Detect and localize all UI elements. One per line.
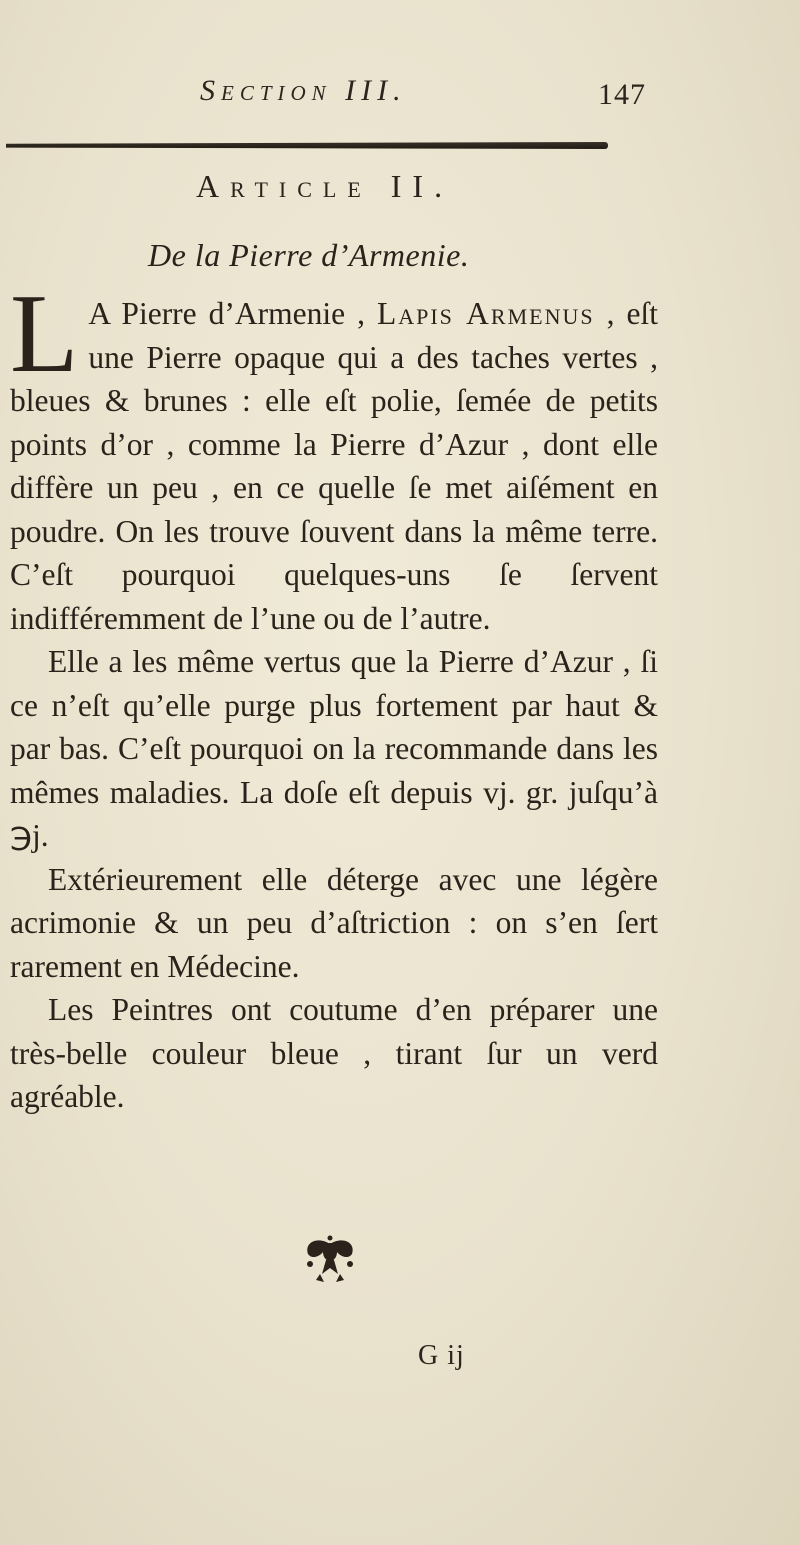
fleuron-ornament-icon: [290, 1230, 370, 1300]
running-head: Section III.: [200, 74, 407, 107]
drop-cap: L: [10, 272, 79, 396]
paragraph-2: Elle a les même vertus que la Pierre d’Azur , ſi ce n’eſt qu’elle purge plus fortement par haut & par bas. C’eſt pourquoi on la recommande dans les mêmes maladies. La doſe eſt depuis vj. gr. juſqu’à ℈j.: [10, 644, 658, 853]
body-text: [10, 272, 658, 1119]
paragraph-1-text-b: , eſt une Pierre opaque qui a des taches vertes , bleues & brunes : elle eſt polie, ſemée de petits points d’or , comme la Pierre d’Azur , dont elle diffère un peu , en ce quelle ſe met aiſément en poudre. On les trouve ſouvent dans la même terre. C’eſt pourquoi quelques-uns ſe ſervent indifféremment de l’une ou de l’autre.: [10, 296, 658, 636]
header-rule: [6, 142, 608, 149]
article-subtitle: De la Pierre d’Armenie.: [148, 237, 470, 273]
page-number: 147: [598, 78, 646, 111]
paragraph-3: Extérieurement elle déterge avec une légère acrimonie & un peu d’aſtriction : on s’en ſert rarement en Médecine.: [10, 861, 658, 984]
latin-name: Lapis Armenus: [376, 296, 595, 331]
paragraph-1: [10, 272, 658, 640]
article-heading: Article II.: [196, 168, 454, 204]
paragraph-1-text-a: A Pierre d’Armenie ,: [88, 296, 377, 331]
signature-mark: G ij: [418, 1340, 465, 1371]
paragraph-4: Les Peintres ont coutume d’en préparer une très-belle couleur bleue , tirant ſur un verd agréable.: [10, 992, 658, 1114]
